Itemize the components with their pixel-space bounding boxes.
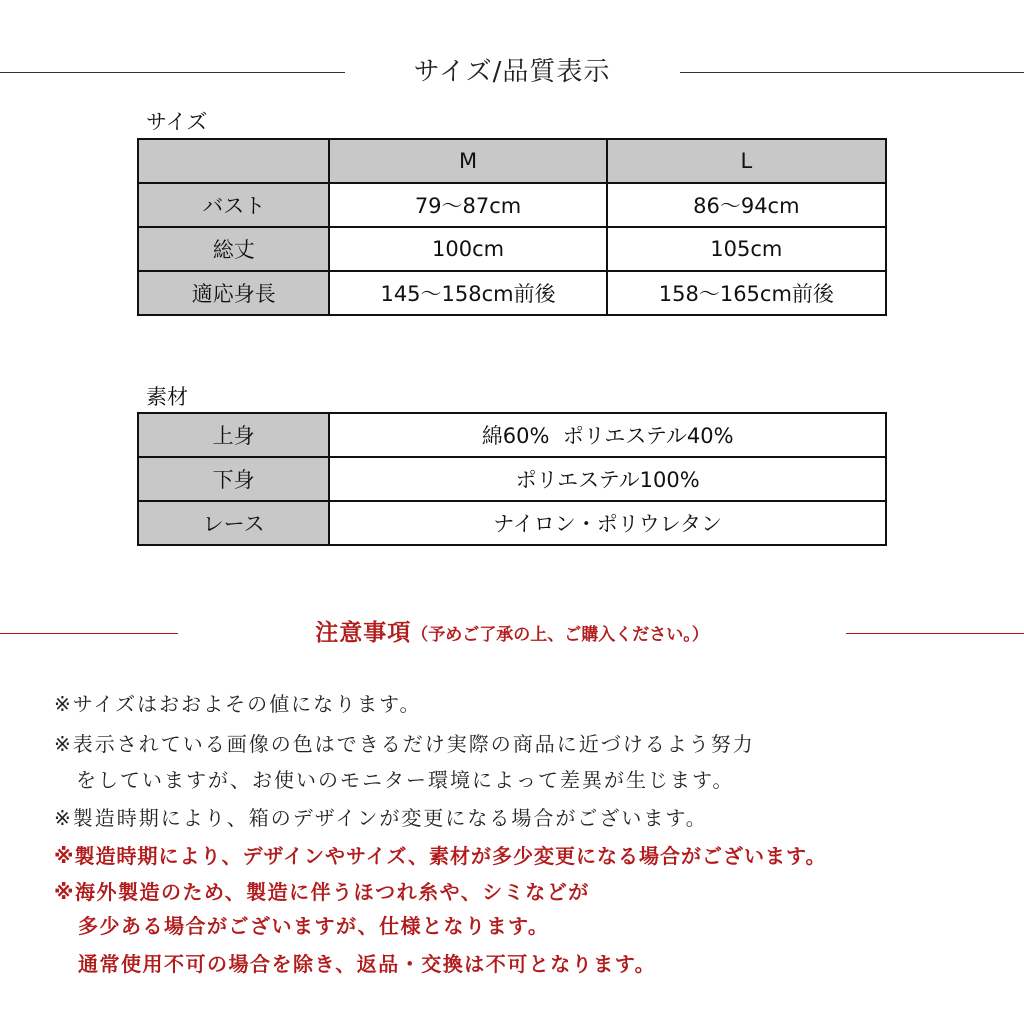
cell-length-m: 100cm — [329, 227, 606, 271]
row-label-bust: バスト — [138, 183, 329, 227]
material-table — [137, 412, 887, 546]
cell-bust-l: 86〜94cm — [607, 183, 886, 227]
table-row — [138, 271, 886, 315]
page-title: サイズ/品質表示 — [413, 57, 611, 87]
notice-rule-right — [846, 633, 1024, 634]
cell-lower-body-material: ポリエステル100% — [329, 457, 886, 501]
notice-line-emphasis: 多少ある場合がございますが、仕様となります。 — [78, 914, 550, 938]
row-label-height: 適応身長 — [138, 271, 329, 315]
table-row — [138, 457, 886, 501]
cell-height-l: 158〜165cm前後 — [607, 271, 886, 315]
row-label-length: 総丈 — [138, 227, 329, 271]
size-table — [137, 138, 887, 316]
section-header-size-quality — [0, 52, 1024, 92]
notice-line-emphasis: ※海外製造のため、製造に伴うほつれ糸や、シミなどが — [54, 880, 590, 904]
row-label-lace: レース — [138, 501, 329, 545]
size-caption: サイズ — [146, 110, 208, 134]
notice-heading — [0, 613, 1024, 655]
cell-lace-material: ナイロン・ポリウレタン — [329, 501, 886, 545]
notice-line-emphasis: ※製造時期により、デザインやサイズ、素材が多少変更になる場合がございます。 — [54, 844, 827, 868]
table-row — [138, 227, 886, 271]
notice-line: ※製造時期により、箱のデザインが変更になる場合がございます。 — [54, 806, 708, 830]
section-header-notice — [0, 613, 1024, 653]
size-header-l: L — [607, 139, 886, 183]
table-row — [138, 501, 886, 545]
size-table-header-row — [138, 139, 886, 183]
cell-upper-body-material: 綿60% ポリエステル40% — [329, 413, 886, 457]
notice-line: ※表示されている画像の色はできるだけ実際の商品に近づけるよう努力 — [54, 732, 755, 756]
table-row — [138, 413, 886, 457]
notice-title: 注意事項 — [315, 620, 412, 646]
notice-line: をしていますが、お使いのモニター環境によって差異が生じます。 — [76, 768, 735, 792]
row-label-upper-body: 上身 — [138, 413, 329, 457]
cell-length-l: 105cm — [607, 227, 886, 271]
table-row — [138, 183, 886, 227]
cell-height-m: 145〜158cm前後 — [329, 271, 606, 315]
size-header-m: M — [329, 139, 606, 183]
size-header-empty — [138, 139, 329, 183]
header-rule-right — [680, 72, 1024, 73]
notice-line-emphasis: 通常使用不可の場合を除き、返品・交換は不可となります。 — [78, 952, 657, 976]
cell-bust-m: 79〜87cm — [329, 183, 606, 227]
notice-subtitle: （予めご了承の上、ご購入ください。） — [411, 625, 709, 645]
material-caption: 素材 — [146, 385, 188, 409]
row-label-lower-body: 下身 — [138, 457, 329, 501]
notice-line: ※サイズはおおよその値になります。 — [54, 692, 422, 716]
